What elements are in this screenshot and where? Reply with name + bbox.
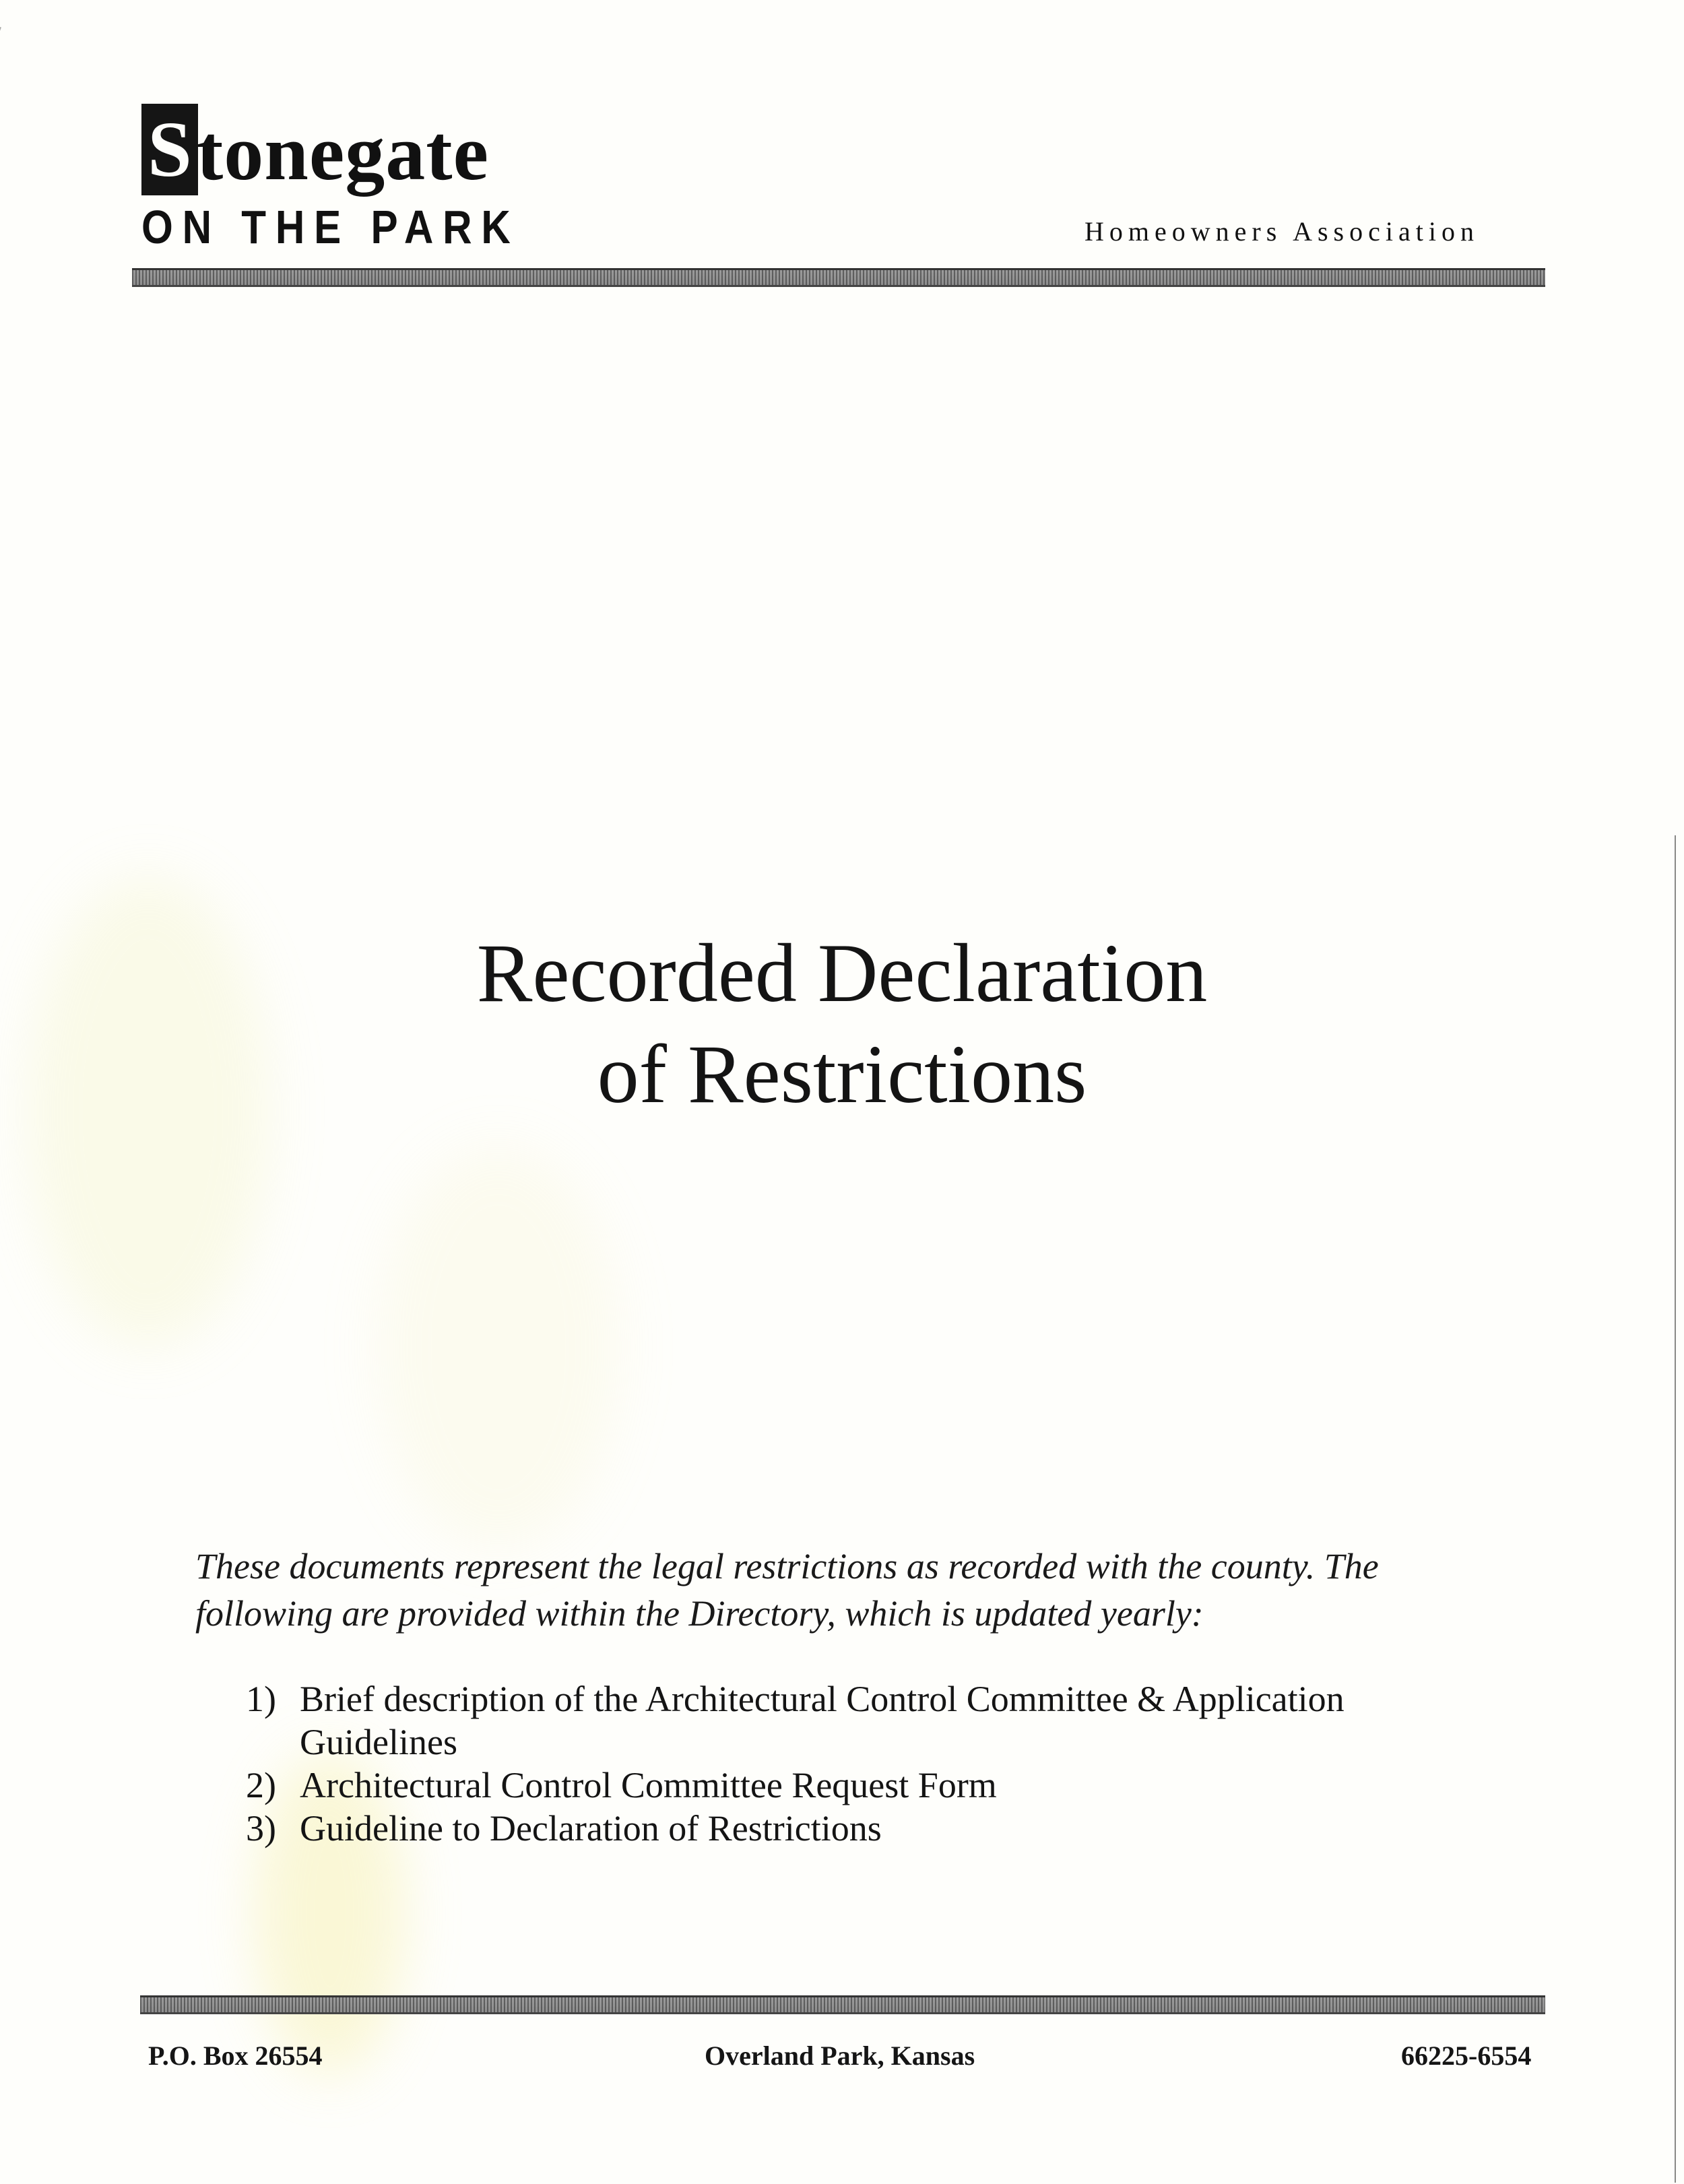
- list-item-text: Brief description of the Architectural Control Committee & Application Guidelines: [300, 1679, 1345, 1762]
- organization-type: Homeowners Association: [1084, 216, 1479, 247]
- scan-edge-line: [0, 27, 1, 154]
- logo-wordmark: [141, 94, 489, 195]
- list-item: [246, 1677, 1458, 1764]
- list-item-number: 2): [246, 1765, 276, 1805]
- scan-edge-line: [1675, 835, 1676, 2183]
- header-divider: [132, 268, 1545, 287]
- list-item: [246, 1807, 1458, 1850]
- title-line-1: Recorded Declaration: [476, 927, 1208, 1019]
- list-item-number: 3): [246, 1808, 276, 1849]
- footer-zip: 66225-6554: [1401, 2041, 1532, 2071]
- list-item-text: Architectural Control Committee Request Form: [300, 1765, 997, 1805]
- logo-initial: S: [141, 104, 198, 195]
- document-title: [337, 923, 1347, 1125]
- logo-subtitle: ON THE PARK: [141, 201, 520, 253]
- footer-city: Overland Park, Kansas: [705, 2041, 975, 2071]
- footer-po-box: P.O. Box 26554: [148, 2041, 323, 2071]
- list-item-text: Guideline to Declaration of Restrictions: [300, 1808, 882, 1849]
- paper-stain: [377, 1145, 620, 1549]
- paper-stain: [27, 876, 269, 1347]
- stonegate-logo: [141, 94, 559, 256]
- list-item-number: 1): [246, 1679, 276, 1719]
- logo-name: tonegate: [197, 108, 489, 197]
- list-item: [246, 1764, 1458, 1807]
- title-line-2: of Restrictions: [597, 1028, 1087, 1120]
- intro-paragraph: These documents represent the legal restrictions as recorded with the county. The following are provided within the Directory, which is updated yearly:: [195, 1546, 1379, 1634]
- provided-documents-list: [246, 1677, 1458, 1850]
- footer-divider: [140, 1995, 1545, 2014]
